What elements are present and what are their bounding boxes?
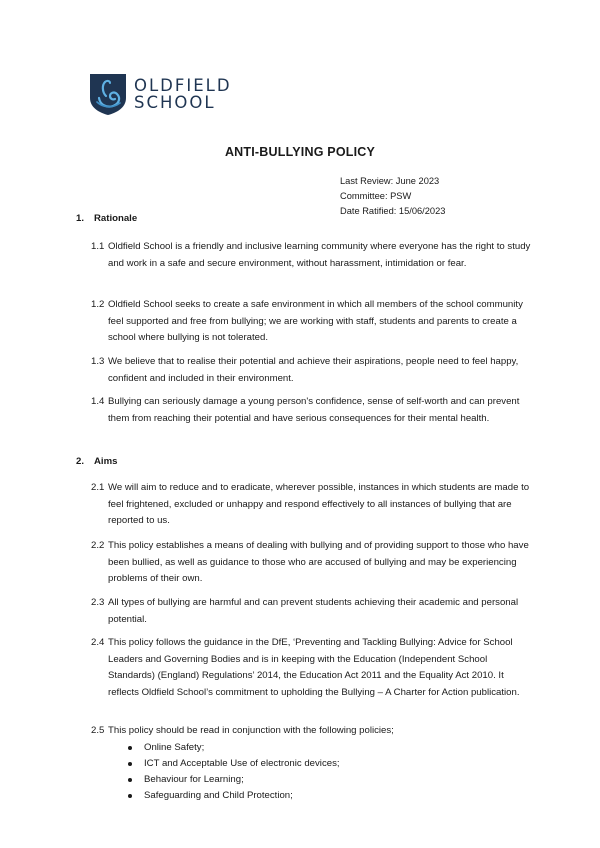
last-review: Last Review: June 2023 <box>340 176 440 186</box>
list-item <box>91 480 531 530</box>
section-number: 2. <box>76 456 85 467</box>
item-text: Bullying can seriously damage a young person's confidence, sense of self-worth and can prevent them from reaching their potential and have serious consequences for their mental health. <box>108 396 520 424</box>
policy-meta <box>340 174 445 219</box>
related-policies-list <box>126 740 340 804</box>
list-item <box>91 635 531 701</box>
section-title: Rationale <box>94 213 138 224</box>
section-heading-rationale <box>76 213 137 224</box>
item-text: This policy establishes a means of dealing with bullying and of providing support to those who have been bullied, as well as guidance to those who are accused of bullying and may be experiencing problems of their own. <box>108 540 529 584</box>
section-title: Aims <box>94 456 118 467</box>
section-number: 1. <box>76 213 85 224</box>
section-heading-aims <box>76 456 117 467</box>
list-item <box>91 354 531 387</box>
list-item <box>91 538 531 588</box>
item-number: 1.3 <box>91 356 105 367</box>
swan-shield-icon <box>88 72 128 116</box>
list-item: ICT and Acceptable Use of electronic devices; <box>126 756 340 772</box>
logo-wordmark <box>134 77 232 111</box>
list-item: Online Safety; <box>126 740 340 756</box>
item-number: 2.3 <box>91 597 105 608</box>
page-title: ANTI-BULLYING POLICY <box>224 145 376 159</box>
item-text: Oldfield School seeks to create a safe environment in which all members of the school community feel supported and free from bullying; we are working with staff, students and parents to create a school where bullying is not tolerated. <box>108 299 523 343</box>
list-item <box>91 297 531 347</box>
item-text: All types of bullying are harmful and can prevent students achieving their academic and personal potential. <box>108 597 519 625</box>
list-item <box>91 239 531 272</box>
logo-line-2: SCHOOL <box>134 93 216 112</box>
item-number: 1.1 <box>91 241 105 252</box>
item-text: This policy follows the guidance in the DfE, ‘Preventing and Tackling Bullying: Advice for School Leaders and Governing Bodies and is in keeping with the Education (Independent School Standards) (England) Regulations’ 2014, the Education Act 2011 and the Equality Act 2010. It reflects Oldfield School’s commitment to upholding the Bullying – A Charter for Action publication. <box>108 637 520 698</box>
list-item: Safeguarding and Child Protection; <box>126 788 340 804</box>
item-number: 1.2 <box>91 299 105 310</box>
school-logo <box>88 72 232 116</box>
list-item <box>91 595 531 628</box>
item-number: 2.5 <box>91 725 105 736</box>
item-number: 2.4 <box>91 637 105 648</box>
item-number: 2.1 <box>91 482 105 493</box>
list-item: Behaviour for Learning; <box>126 772 340 788</box>
list-item <box>91 394 531 427</box>
committee: Committee: PSW <box>340 191 412 201</box>
date-ratified: Date Ratified: 15/06/2023 <box>340 206 446 216</box>
item-text: We believe that to realise their potential and achieve their aspirations, people need to feel happy, confident and included in their environment. <box>108 356 519 384</box>
item-text: We will aim to reduce and to eradicate, wherever possible, instances in which students are made to feel frightened, excluded or unhappy and respond effectively to all instances of bullying that are reported to us. <box>108 482 530 526</box>
item-text: This policy should be read in conjunction with the following policies; <box>108 725 394 736</box>
logo-line-1: OLDFIELD <box>134 76 232 95</box>
item-text: Oldfield School is a friendly and inclusive learning community where everyone has the right to study and work in a safe and secure environment, without harassment, intimidation or fear. <box>108 241 531 269</box>
item-number: 1.4 <box>91 396 105 407</box>
list-item <box>91 723 531 740</box>
item-number: 2.2 <box>91 540 105 551</box>
